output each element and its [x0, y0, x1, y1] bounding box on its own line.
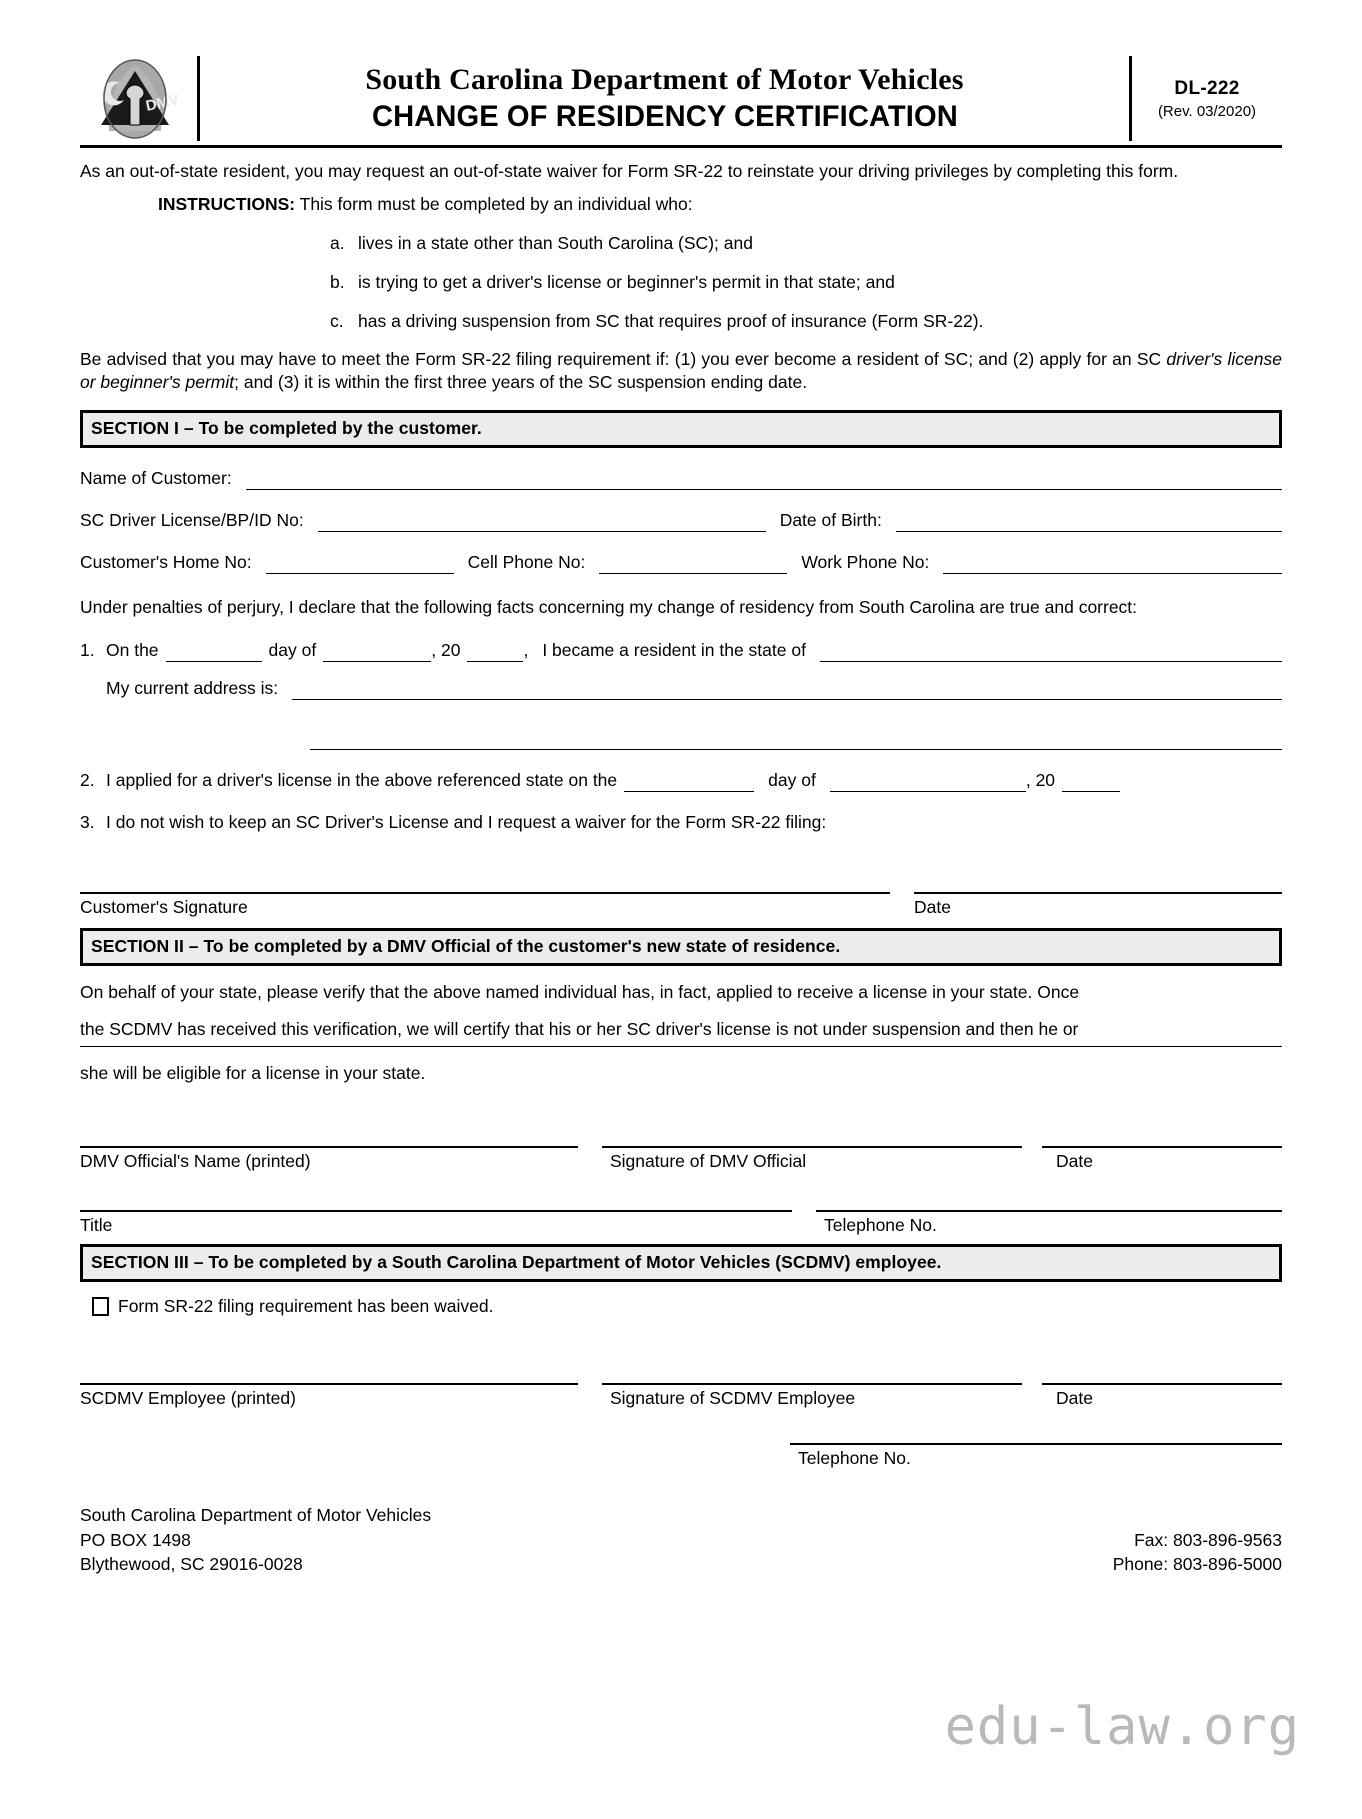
list-item-text: is trying to get a driver's license or beginner's permit in that state; and — [358, 272, 895, 293]
scdmv-telephone-line[interactable] — [790, 1443, 1282, 1445]
cell-phone-input[interactable] — [599, 554, 787, 574]
phones-row — [80, 552, 1282, 574]
dmv-official-signature-caption: Signature of DMV Official — [610, 1150, 807, 1171]
dmv-official-name-line[interactable] — [80, 1146, 578, 1148]
scdmv-telephone-caption: Telephone No. — [798, 1447, 911, 1468]
customer-date-field[interactable] — [914, 892, 1282, 918]
scdmv-employee-signature-field[interactable] — [602, 1383, 1022, 1409]
dmv-official-signature-field[interactable] — [602, 1146, 1022, 1172]
statement-item-2 — [80, 770, 1282, 792]
customer-name-input[interactable] — [246, 470, 1282, 490]
home-phone-label: Customer's Home No: — [80, 552, 252, 573]
list-item — [330, 233, 1282, 254]
current-address-label: My current address is: — [106, 677, 279, 698]
work-phone-input[interactable] — [943, 554, 1282, 574]
license-dob-row — [80, 510, 1282, 532]
advisory-part-1: Be advised that you may have to meet the Form SR-22 filing requirement if: (1) you ever become a resident of SC; and (2) apply for an SC — [80, 349, 1167, 370]
waiver-checkbox-row[interactable] — [80, 1296, 1282, 1317]
list-item — [330, 311, 1282, 332]
item-2-number: 2. — [80, 769, 95, 790]
list-item-letter: a. — [330, 233, 345, 254]
item-2-year-input[interactable] — [1062, 772, 1120, 792]
customer-signature-line[interactable] — [80, 892, 890, 894]
item-3-number: 3. — [80, 811, 95, 832]
current-address-row-2 — [80, 730, 1282, 750]
cell-phone-label: Cell Phone No: — [467, 552, 586, 573]
item-1-mid-1: day of — [268, 639, 317, 660]
instructions-label: INSTRUCTIONS: — [158, 194, 296, 215]
scdmv-logo — [80, 56, 200, 141]
section-2-line-1: On behalf of your state, please verify that the above named individual has, in fact, applied to receive a license in your state. Once — [80, 981, 1080, 1002]
scdmv-telephone-field[interactable] — [790, 1443, 1282, 1469]
item-2-mid-2: , 20 — [1025, 769, 1056, 790]
form-footer — [80, 1503, 1282, 1578]
customer-date-line[interactable] — [914, 892, 1282, 894]
scdmv-employee-name-caption: SCDMV Employee (printed) — [80, 1387, 296, 1408]
footer-agency: South Carolina Department of Motor Vehicles — [80, 1504, 432, 1525]
item-1-number: 1. — [80, 639, 95, 660]
list-item-text: lives in a state other than South Carolina (SC); and — [358, 233, 753, 254]
watermark: edu-law.org — [944, 1697, 1300, 1757]
customer-signature-field[interactable] — [80, 892, 890, 918]
dmv-title-field[interactable] — [80, 1210, 792, 1236]
date-of-birth-input[interactable] — [896, 512, 1282, 532]
waiver-checkbox[interactable] — [92, 1297, 109, 1316]
list-item-letter: b. — [330, 272, 345, 293]
perjury-statement: Under penalties of perjury, I declare that the following facts concerning my change of residency from South Carolina are true and correct: — [80, 597, 1138, 618]
form-revision: (Rev. 03/2020) — [1157, 102, 1257, 120]
current-address-row — [80, 678, 1282, 700]
section-2-line-2: the SCDMV has received this verification, we will certify that his or her SC driver's license is not under suspension and then he or — [80, 1018, 1079, 1039]
current-address-input-line-2[interactable] — [310, 730, 1282, 750]
item-2-mid-1: day of — [768, 769, 816, 790]
svg-text:DMV: DMV — [143, 90, 180, 115]
item-1-state-input[interactable] — [820, 642, 1282, 662]
dmv-title-caption: Title — [80, 1214, 113, 1235]
advisory-part-2: ; and (3) it is within the first three years of the SC suspension ending date. — [234, 372, 808, 393]
item-1-year-input[interactable] — [467, 642, 523, 662]
item-1-mid-2: , 20 — [431, 639, 461, 660]
item-1-pre: On the — [106, 639, 159, 660]
eligibility-list — [80, 233, 1282, 332]
section-3-header: SECTION III – To be completed by a South Carolina Department of Motor Vehicles (SCDMV) employee. — [80, 1244, 1282, 1282]
item-2-pre: I applied for a driver's license in the above referenced state on the — [106, 769, 618, 790]
advisory-italic: driver's license or beginner's permit — [80, 349, 1282, 393]
item-1-mid-3: , — [523, 639, 529, 660]
dmv-official-name-field[interactable] — [80, 1146, 578, 1172]
instructions-line — [80, 194, 1282, 215]
section-1-header: SECTION I – To be completed by the customer. — [80, 410, 1282, 448]
statement-item-3 — [80, 812, 1282, 834]
footer-city-state-zip: Blythewood, SC 29016-0028 — [80, 1554, 303, 1575]
scdmv-employee-signature-line[interactable] — [602, 1383, 1022, 1385]
dmv-official-name-caption: DMV Official's Name (printed) — [80, 1150, 311, 1171]
form-number-block — [1132, 56, 1282, 141]
dmv-official-block — [80, 1146, 1282, 1172]
footer-address — [80, 1503, 431, 1578]
item-3-text: I do not wish to keep an SC Driver's License and I request a waiver for the Form SR-22 filing: — [106, 811, 827, 832]
list-item-text: has a driving suspension from SC that requires proof of insurance (Form SR-22). — [358, 311, 984, 332]
date-of-birth-label: Date of Birth: — [779, 510, 882, 531]
scdmv-telephone-block — [80, 1443, 1282, 1469]
item-2-day-input[interactable] — [624, 772, 754, 792]
form-title: CHANGE OF RESIDENCY CERTIFICATION — [371, 100, 958, 133]
scdmv-employee-date-line[interactable] — [1042, 1383, 1282, 1385]
footer-po-box: PO BOX 1498 — [80, 1529, 191, 1550]
item-1-post: I became a resident in the state of — [542, 639, 806, 660]
license-number-label: SC Driver License/BP/ID No: — [80, 510, 304, 531]
waiver-checkbox-label: Form SR-22 filing requirement has been waived. — [118, 1295, 494, 1316]
list-item — [330, 272, 1282, 293]
license-number-input[interactable] — [318, 512, 766, 532]
current-address-input-line-1[interactable] — [292, 680, 1282, 700]
dmv-official-date-line[interactable] — [1042, 1146, 1282, 1148]
list-item-letter: c. — [330, 311, 344, 332]
scdmv-employee-date-field[interactable] — [1042, 1383, 1282, 1409]
section-2-divider — [80, 1046, 1282, 1047]
dmv-telephone-field[interactable] — [816, 1210, 1282, 1236]
form-page — [0, 56, 1362, 1819]
form-header — [80, 56, 1282, 148]
dmv-telephone-line[interactable] — [816, 1210, 1282, 1212]
form-title-block — [200, 56, 1132, 141]
dmv-title-phone-block — [80, 1210, 1282, 1236]
dmv-official-date-caption: Date — [1056, 1150, 1093, 1171]
section-2-header: SECTION II – To be completed by a DMV Official of the customer's new state of residence. — [80, 928, 1282, 966]
item-2-month-input[interactable] — [830, 772, 1026, 792]
scdmv-employee-block — [80, 1383, 1282, 1409]
customer-signature-caption: Customer's Signature — [80, 896, 248, 917]
work-phone-label: Work Phone No: — [801, 552, 930, 573]
scdmv-employee-name-field[interactable] — [80, 1383, 578, 1409]
scdmv-employee-name-line[interactable] — [80, 1383, 578, 1385]
dmv-telephone-caption: Telephone No. — [824, 1214, 937, 1235]
footer-phone: Phone: 803-896-5000 — [1112, 1554, 1282, 1575]
customer-name-row — [80, 468, 1282, 490]
footer-fax: Fax: 803-896-9563 — [1134, 1529, 1282, 1550]
customer-name-label: Name of Customer: — [80, 468, 232, 489]
customer-signature-block — [80, 892, 1282, 918]
form-number: DL-222 — [1174, 77, 1240, 99]
dmv-title-line[interactable] — [80, 1210, 792, 1212]
footer-contact — [1113, 1528, 1282, 1578]
item-1-day-input[interactable] — [166, 642, 262, 662]
scdmv-employee-date-caption: Date — [1056, 1387, 1093, 1408]
scdmv-employee-signature-caption: Signature of SCDMV Employee — [610, 1387, 856, 1408]
item-1-month-input[interactable] — [323, 642, 431, 662]
instructions-text: This form must be completed by an individual who: — [299, 194, 693, 215]
dmv-official-signature-line[interactable] — [602, 1146, 1022, 1148]
section-2-line-3: she will be eligible for a license in your state. — [80, 1062, 426, 1083]
palmetto-logo-icon — [87, 59, 183, 139]
customer-date-caption: Date — [914, 896, 951, 917]
advisory-paragraph — [80, 348, 1282, 394]
dmv-official-date-field[interactable] — [1042, 1146, 1282, 1172]
agency-title: South Carolina Department of Motor Vehicles — [365, 62, 964, 96]
intro-paragraph: As an out-of-state resident, you may request an out-of-state waiver for Form SR-22 to reinstate your driving privileges by completing this form. — [80, 161, 1179, 181]
home-phone-input[interactable] — [266, 554, 454, 574]
statement-item-1 — [80, 640, 1282, 662]
